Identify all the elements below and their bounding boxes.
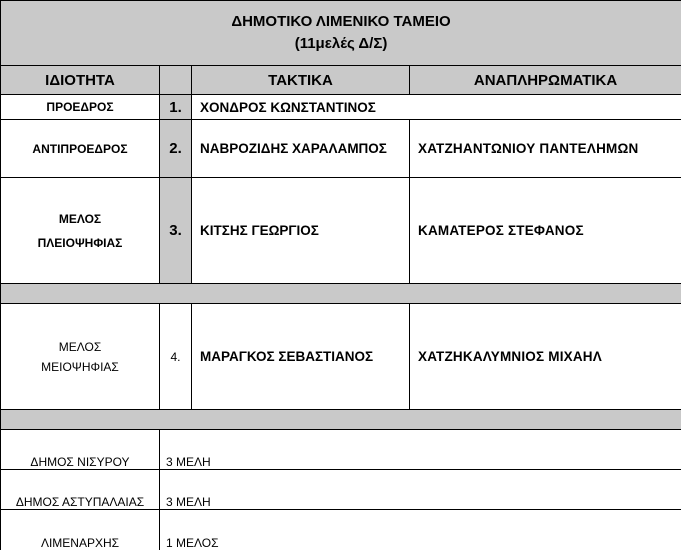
header-row (1, 66, 681, 95)
role-line-1: ΜΕΛΟΣ (58, 211, 102, 226)
table-row (1, 95, 681, 120)
role-cell: ΠΡΟΕΔΡΟΣ (1, 95, 160, 120)
role-line-2: ΠΛΕΙΟΨΗΦΙΑΣ (37, 235, 123, 250)
separator-band (1, 284, 681, 304)
role-line-2: ΜΕΙΟΨΗΦΙΑΣ (41, 359, 119, 374)
separator-row (1, 410, 681, 430)
regular-member: ΝΑΒΡΟΖΙΔΗΣ ΧΑΡΑΛΑΜΠΟΣ (192, 120, 410, 178)
number-cell: 2. (160, 120, 192, 178)
member-count: 1 ΜΕΛΟΣ (160, 510, 681, 550)
table-row (1, 470, 681, 510)
title-line-2: (11μελές Δ/Σ) (294, 35, 388, 52)
role-cell: ΑΝΤΙΠΡΟΕΔΡΟΣ (1, 120, 160, 178)
header-number (160, 66, 192, 95)
alternate-member (410, 95, 681, 120)
header-alternate: ΑΝΑΠΛΗΡΩΜΑΤΙΚΑ (410, 66, 681, 95)
member-count: 3 ΜΕΛΗ (160, 470, 681, 510)
separator-band (1, 410, 681, 430)
role-cell (1, 178, 160, 284)
document-title (1, 1, 681, 66)
alternate-member: ΧΑΤΖΗΚΑΛΥΜΝΙΟΣ ΜΙΧΑΗΛ (410, 304, 681, 410)
regular-member: ΜΑΡΑΓΚΟΣ ΣΕΒΑΣΤΙΑΝΟΣ (192, 304, 410, 410)
role-line-1: ΜΕΛΟΣ (58, 339, 102, 354)
member-count: 3 ΜΕΛΗ (160, 430, 681, 470)
number-cell: 4. (160, 304, 192, 410)
table-row (1, 178, 681, 284)
number-cell: 1. (160, 95, 192, 120)
municipality-label: ΔΗΜΟΣ ΑΣΤΥΠΑΛΑΙΑΣ (1, 470, 160, 510)
municipality-label: ΔΗΜΟΣ ΝΙΣΥΡΟΥ (1, 430, 160, 470)
table-row (1, 430, 681, 470)
regular-member: ΧΟΝΔΡΟΣ ΚΩΝΣΤΑΝΤΙΝΟΣ (192, 95, 410, 120)
title-row (1, 1, 681, 66)
alternate-member: ΧΑΤΖΗΑΝΤΩΝΙΟΥ ΠΑΝΤΕΛΗΜΩΝ (410, 120, 681, 178)
title-line-1: ΔΗΜΟΤΙΚΟ ΛΙΜΕΝΙΚΟ ΤΑΜΕΙΟ (231, 13, 451, 30)
harbour-master-label: ΛΙΜΕΝΑΡΧΗΣ (1, 510, 160, 550)
header-role: ΙΔΙΟΤΗΤΑ (1, 66, 160, 95)
separator-row (1, 284, 681, 304)
alternate-member: ΚΑΜΑΤΕΡΟΣ ΣΤΕΦΑΝΟΣ (410, 178, 681, 284)
table-row (1, 304, 681, 410)
number-cell: 3. (160, 178, 192, 284)
regular-member: ΚΙΤΣΗΣ ΓΕΩΡΓΙΟΣ (192, 178, 410, 284)
header-regular: ΤΑΚΤΙΚΑ (192, 66, 410, 95)
role-cell (1, 304, 160, 410)
table-row (1, 120, 681, 178)
table-row (1, 510, 681, 550)
